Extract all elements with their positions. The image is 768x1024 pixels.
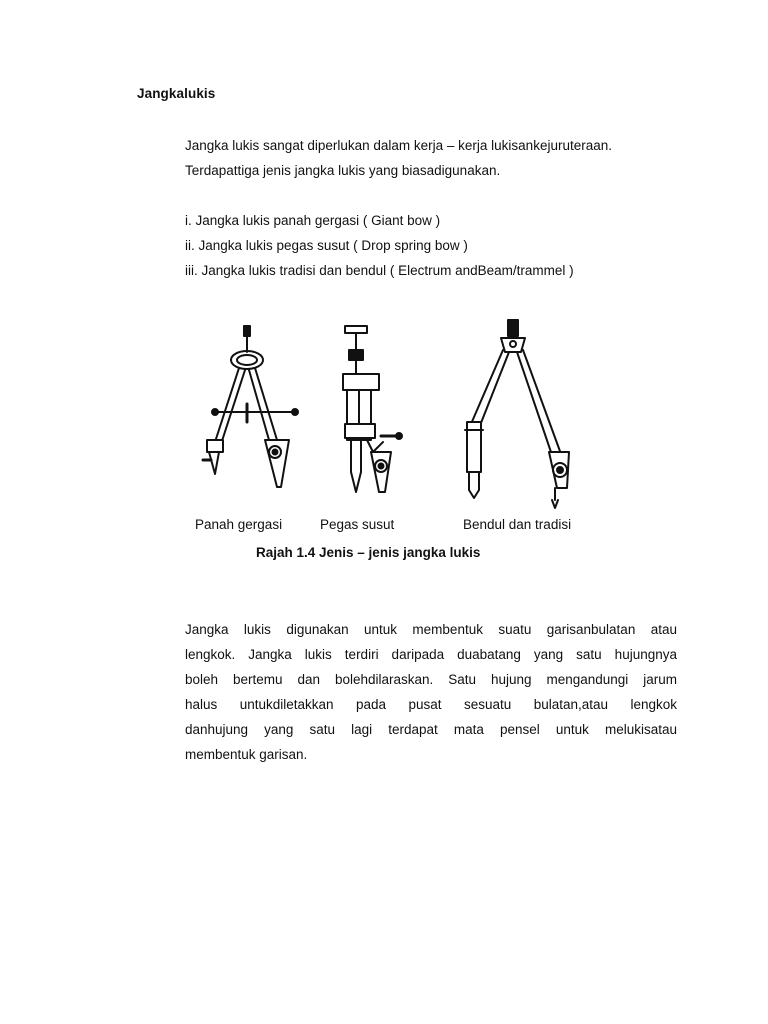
figure-caption: Rajah 1.4 Jenis – jenis jangka lukis bbox=[256, 545, 481, 560]
body-line: boleh bertemu dan bolehdilaraskan. Satu hujung mengandungi jarum bbox=[185, 672, 677, 687]
figure-label-pegas-susut: Pegas susut bbox=[320, 517, 395, 532]
drop-spring-bow-compass-illustration bbox=[343, 326, 402, 492]
intro-line: Jangka lukis sangat diperlukan dalam kerja – kerja lukisankejuruteraan. bbox=[185, 138, 612, 153]
list-item: i. Jangka lukis panah gergasi ( Giant bow ) bbox=[185, 213, 441, 228]
intro-paragraph bbox=[185, 133, 677, 183]
section-heading: Jangkalukis bbox=[137, 86, 216, 101]
list-item: iii. Jangka lukis tradisi dan bendul ( Electrum andBeam/trammel ) bbox=[185, 263, 574, 278]
body-line: membentuk garisan. bbox=[185, 747, 308, 762]
compass-types-list bbox=[185, 208, 574, 283]
figure-label-bendul-dan-tradisi: Bendul dan tradisi bbox=[463, 517, 572, 532]
beam-traditional-compass-illustration bbox=[465, 320, 569, 508]
intro-line: Terdapattiga jenis jangka lukis yang biasadigunakan. bbox=[185, 163, 501, 178]
body-line: lengkok. Jangka lukis terdiri daripada duabatang yang satu hujungnya bbox=[185, 647, 677, 662]
body-line: Jangka lukis digunakan untuk membentuk suatu garisanbulatan atau bbox=[185, 622, 677, 637]
body-paragraph bbox=[185, 617, 677, 767]
figure-label-panah-gergasi: Panah gergasi bbox=[195, 517, 283, 532]
body-line: halus untukdiletakkan pada pusat sesuatu bulatan,atau lengkok bbox=[185, 697, 677, 712]
body-line: danhujung yang satu lagi terdapat mata pensel untuk melukisatau bbox=[185, 722, 677, 737]
list-item: ii. Jangka lukis pegas susut ( Drop spring bow ) bbox=[185, 238, 468, 253]
compass-figure bbox=[185, 312, 585, 542]
giant-bow-compass-illustration bbox=[203, 326, 298, 487]
